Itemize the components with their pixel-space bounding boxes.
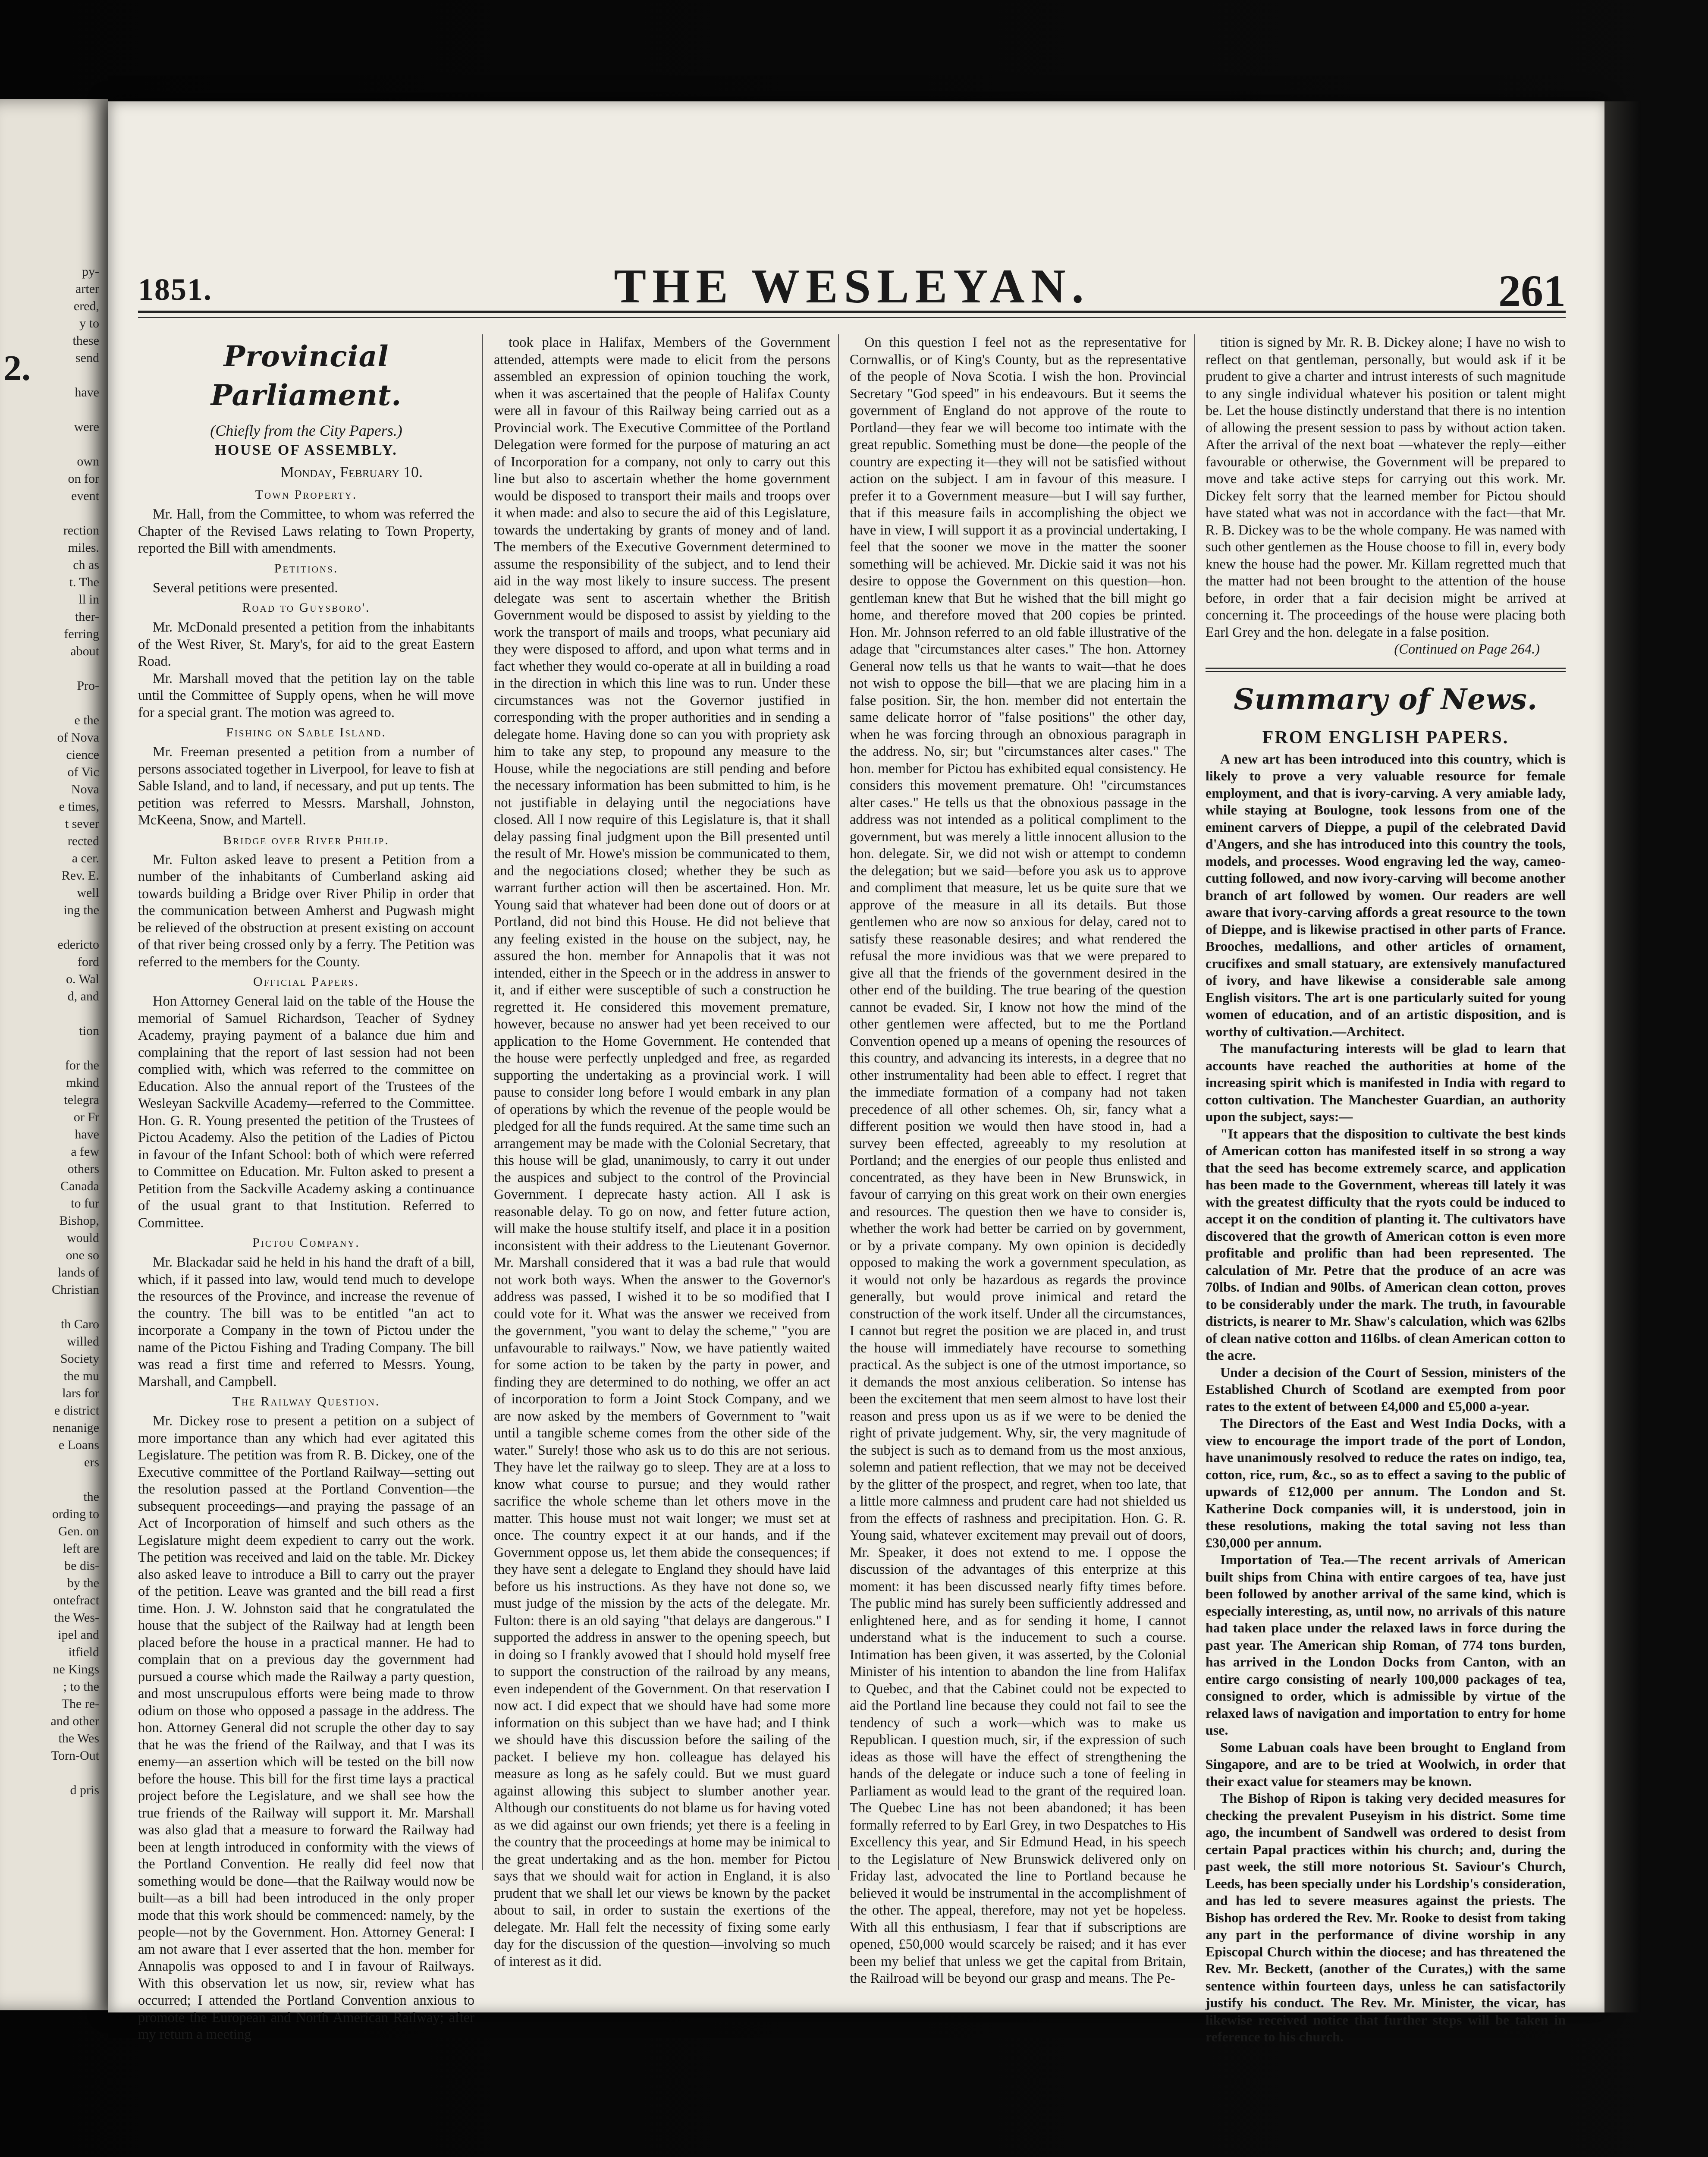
column-1-articles <box>138 484 474 2044</box>
previous-page-line: Nova <box>71 782 99 796</box>
previous-page-line: e times, <box>59 799 99 814</box>
article-paragraph: Mr. Hall, from the Committee, to whom was referred the Chapter of the Revised Laws relating to Town Property, reported the Bill with amendments. <box>138 506 474 556</box>
previous-page-line: one so <box>66 1248 99 1262</box>
previous-page-line: th Caro <box>60 1317 99 1331</box>
previous-page-line <box>13 1005 99 1022</box>
previous-page-line: ferring <box>64 627 99 641</box>
previous-page-line <box>13 436 99 453</box>
column-2 <box>494 334 830 1969</box>
previous-page-line: e district <box>54 1403 99 1418</box>
previous-page-line: o. Wal <box>66 972 99 986</box>
column-4-article <box>1206 334 1566 641</box>
previous-page-line: miles. <box>68 541 99 555</box>
previous-page-line: event <box>71 489 99 503</box>
previous-page-line: the Wes <box>58 1731 99 1745</box>
previous-page-line: of Vic <box>67 765 99 779</box>
previous-page-line: y to <box>79 316 99 330</box>
news-item: The Bishop of Ripon is taking very decided measures for checking the prevalent Puseyism in his district. Some time ago, the incumbent of Sandwell was ordered to desist from certain Papal practices within his church; and, during the past week, the still more notorious St. Saviour's Church, Leeds, has been specially under his Lordship's consideration, and has led to severe measures against the priests. The Bishop has ordered the Rev. Mr. Rooke to desist from taking any part in the performance of divine worship in any Episcopal Church within the diocese; and has threatened the Rev. Mr. Beckett, (another of the Curates,) with the same sentence within fourteen days, unless he can satisfactorily justify his conduct. The Rev. Mr. Minister, the vicar, has likewise received notice that further steps will be taken in reference to his church. <box>1206 1790 1566 2044</box>
previous-page-line: ers <box>84 1455 99 1469</box>
previous-page-line: nenanige <box>52 1421 99 1435</box>
masthead <box>138 255 1566 316</box>
masthead-rule <box>138 317 1566 318</box>
previous-page-line: ll in <box>78 592 99 607</box>
article-heading: Fishing on Sable Island. <box>226 725 386 739</box>
article-paragraph: Mr. Marshall moved that the petition lay on the table until the Committee of Supply opens, when he will move for a special grant. The motion was agreed to. <box>138 670 474 720</box>
subhead-english-papers: FROM ENGLISH PAPERS. <box>1262 727 1509 748</box>
previous-page-line: would <box>67 1231 99 1245</box>
previous-page-edge <box>0 99 108 2010</box>
previous-page-line: rection <box>63 523 99 538</box>
previous-page-line: were <box>74 420 99 434</box>
previous-page-line <box>13 919 99 936</box>
news-item: Importation of Tea.—The recent arrivals of American built ships from China with entire cargoes of tea, have just been followed by another arrival of the same kind, which is especially interesting, as, until now, no arrivals of this nature had taken place under the relaxed laws in force during the past year. The American ship Roman, of 774 tons burden, has arrived in the London Docks from Canton, with an entire cargo consisting of nearly 100,000 packages of tea, consigned to order, which is admissible by virtue of the relaxed laws of navigation and importation to entry for home use. <box>1206 1552 1566 1738</box>
article-heading: The Railway Question. <box>232 1394 380 1409</box>
previous-page-line: ontefract <box>53 1593 99 1607</box>
news-item: "It appears that the disposition to cultivate the best kinds of American cotton has manifested itself in so strong a way that the seed has become extremely scarce, and application has been made to the Government, whereas till lately it was with the greatest difficulty that the ryots could be induced to accept it on the condition of planting it. The cultivators have discovered that the growth of American cotton is even more profitable and prolific than had been represented. The calculation of Mr. Petre that the produce of an acre was 70lbs. of Indian and 90lbs. of American clean cotton, proves to be considerably under the mark. The truth, in favourable districts, is nearer to Mr. Shaw's calculation, which was 62lbs of clean native cotton and 116lbs. of clean American cotton to the acre. <box>1206 1126 1566 1363</box>
previous-page-line: ther- <box>75 610 99 624</box>
column-4 <box>1206 334 1566 2044</box>
article-paragraph: Mr. Freeman presented a petition from a number of persons associated together in Liverpool, for leave to fish at Sable Island, and to land, if necessary, and put up tents. The petition was referred to Messrs. Marshall, Johnston, McKeena, Snow, and Martell. <box>138 744 474 828</box>
article-heading: Pictou Company. <box>252 1236 360 1250</box>
previous-page-line: Society <box>60 1352 99 1366</box>
previous-page-line <box>13 660 99 677</box>
source-note: (Chiefly from the City Papers.) <box>210 422 402 439</box>
previous-page-line: have <box>75 1127 99 1141</box>
previous-page-line <box>13 695 99 712</box>
previous-page-line: send <box>75 351 99 365</box>
previous-page-line: ipel and <box>58 1628 99 1642</box>
continued-note: (Continued on Page 264.) <box>1394 641 1540 657</box>
article-paragraph: tition is signed by Mr. R. B. Dickey alone; I have no wish to reflect on that gentleman, personally, but would ask if it be prudent to give a charter and intrust interests of such magnitude to any single individual whatever his position or talent might be. Let the house distinctly understand that there is no intention of allowing the present session to pass by without action taken. After the arrival of the next boat —whatever the reply—either favourable or otherwise, the Government will be prepared to move and take active steps for carrying out this work. Mr. Dickey felt sorry that the learned member for Pictou should have stated what was not in accordance with the fact—that Mr. R. B. Dickey was to be the whole company. He was named with such other gentlemen as the House choose to fill in, every body knew the house had the power. Mr. Killam regretted much that the matter had not been brought to the attention of the house before, in order that a fair decision might be arrived at concerning it. The proceedings of the house were placing both Earl Grey and the hon. delegate in a false position. <box>1206 335 1566 640</box>
previous-page-line: ered, <box>73 299 99 313</box>
previous-page-line: ch as <box>73 558 99 572</box>
section-title-summary-of-news: Summary of News. <box>1234 682 1538 716</box>
previous-page-number: 2. <box>3 348 31 388</box>
previous-page-line <box>13 401 99 418</box>
previous-page-line <box>13 1299 99 1316</box>
previous-page-line: ne Kings <box>53 1662 99 1676</box>
previous-page-line: edericto <box>57 937 99 952</box>
previous-page-line: on for <box>68 472 99 486</box>
previous-page-line: to fur <box>71 1196 99 1211</box>
previous-page-line: Pro- <box>77 679 99 693</box>
previous-page-line: Gen. on <box>58 1524 99 1538</box>
previous-page-line: py- <box>82 264 99 279</box>
article-heading: Bridge over River Philip. <box>223 833 389 847</box>
previous-page-text <box>13 263 99 1799</box>
article-paragraph: took place in Halifax, Members of the Government attended, attempts were made to elicit from the persons assembled an expression of opinion touching the work, when it was ascertained that the people of Halifax County were all in favour of this Railway being carried out as a Provincial work. The Executive Committee of the Portland Delegation were formed for the purpose of maturing an act of Incorporation for a company, not only to carry out this line but also to ascertain whether the home government would be disposed to transport their mails and troops over it when made: and also to secure the aid of this Legislature, towards the undertaking by grants of money and of land. The members of the Executive Government determined to assume the responsibility of the subject, and to lend their aid in the way most likely to insure success. The present delegate was sent to ascertain whether the British Government would be disposed to assist by yielding to the work the transport of mails and troops, what pecuniary aid they were disposed to afford, and upon what terms and in fact whether they would co-operate at all in building a road in the direction in which this line was to run. Under these circumstances was not the Governor justified in corresponding with the proper authorities and in sending a delegate home. Having done so can you with propriety ask him to take any step, to propound any measure to the House, while the negociations are still pending and before the necessary information has been submitted to him, is he not justifiable in delaying until the negociations have closed. All I now require of this Legislature is, that it shall delay passing final judgment upon the Bill presented until the result of Mr. Howe's mission be communicated to them, and the negociations closed; whether they be such as warrant further action will then be ascertained. Hon. Mr. Young said that whatever had been done out of doors or at Portland, did not bind this House. He did not believe that any feeling existed in the house on the subject, nay, he assured the hon. member for Annapolis that it was not intended, either in the Speech or in the address in answer to it, and if either were susceptible of such a construction he regretted it. He considered this movement premature, however, because no answer had yet been received to our application to the Home Government. He contended that the house were perfectly unpledged and free, as regarded supporting the undertaking as a provincial work. I will pause to consider long before I would embark in any plan of operations by which the revenue of the people would be pledged for all the funds required. At the same time such an arrangement may be made with the Colonial Secretary, that this house will be glad, unanimously, to carry it out under the auspices and subject to the control of the Provincial Government. I deprecate hasty action. All I ask is reasonable delay. To go on now, and fetter future action, will make the house stultify itself, and place it in a position inconsistent with their address to the Lieutenant Governor. Mr. Marshall considered that it was a bad rule that would not work both ways. When the answer to the Governor's address was passed, I wished it to be so modified that I could vote for it. What was the answer we received from the government, "you want to delay the scheme," "you are unfavourable to railways." Now, we have patiently waited for some action to be taken by the party in power, and finding they are determined to do nothing, we offer an act of incorporation to form a Joint Stock Company, and we are now asked by the members of Government to "wait until a tangible scheme comes from the other side of the water." Surely! those who ask us to do this are not serious. They have let the railway go to sleep. They are at a loss to know what course to pursue; and they would rather sacrifice the whole scheme than let others move in the matter. This house must not wait longer; we must set at once. The country expect it at our hands, and if the Government oppose us, let them abide the consequences; if they have sent a delegate to England they should have laid before us his instructions. As they have not done so, we must judge of the mission by the acts of the delegate. Mr. Fulton: there is an old saying "that delays are dangerous." I supported the address in answer to the opening speech, but in doing so I frankly avowed that I should hold myself free to support the construction of the railroad by any means, even independent of the Government. On that reservation I now act. I did expect that we should have had some more information on this subject than we have had; and I think we should have this discussion before the sailing of the packet. I believe my hon. colleague has delayed his measure as long as he safely could. But we must guard against allowing this subject to slumber another year. Although our constituents do not blame us for having voted as we did against our own friends; yet there is a feeling in the country that the proceedings at home may be inimical to the great undertaking and as the hon. member for Pictou says that we should wait for action in England, it is also prudent that we shall let our views be known by the packet about to sail, in order to sustain the exertions of the delegate. Mr. Hall felt the necessity of fixing some early day for the discussion of the question—involving so much of interest as it did. <box>494 335 830 1969</box>
previous-page-line: a cer. <box>72 851 99 865</box>
previous-page-line: these <box>72 333 99 348</box>
article-paragraph: Mr. Blackadar said he held in his hand the draft of a bill, which, if it passed into law, would tend much to develope the resources of the Province, and increase the revenue of the country. The bill was to be entitled "an act to incorporate a Company in the town of Pictou under the name of the Pictou Fishing and Trading Company. The bill was read a first time and referred to Messrs. Young, Marshall, and Campbell. <box>138 1255 474 1390</box>
previous-page-line: left are <box>63 1541 99 1556</box>
previous-page-line: ording to <box>52 1507 99 1521</box>
previous-page-line: mkind <box>66 1075 99 1090</box>
previous-page-line: ford <box>78 955 99 969</box>
previous-page-line: ; to the <box>63 1679 99 1694</box>
news-items <box>1206 751 1566 2046</box>
masthead-year: 1851. <box>138 272 212 307</box>
article-heading: Town Property. <box>255 487 358 502</box>
previous-page-line: lars for <box>62 1386 99 1400</box>
house-heading: HOUSE OF ASSEMBLY. <box>215 442 398 458</box>
article-heading: Road to Guysboro'. <box>242 601 370 615</box>
section-rule <box>1206 667 1566 672</box>
masthead-page-number: 261 <box>1498 266 1566 316</box>
previous-page-line: d pris <box>70 1783 99 1797</box>
previous-page-line: have <box>75 385 99 399</box>
masthead-title: THE WESLEYAN. <box>614 260 1090 313</box>
column-1 <box>138 334 474 2042</box>
column-3 <box>850 334 1186 1986</box>
previous-page-line: telegra <box>64 1093 99 1107</box>
previous-page-line: the Wes- <box>54 1610 99 1625</box>
previous-page-line: Torn-Out <box>51 1748 99 1763</box>
previous-page-line: ing the <box>63 903 99 917</box>
previous-page-line: tion <box>79 1024 99 1038</box>
previous-page-line: cience <box>66 748 99 762</box>
article-paragraph: On this question I feel not as the representative for Cornwallis, or of King's County, but as the representative of the people of Nova Scotia. I wish the hon. Provincial Secretary "God speed" in his endeavours. But it seems the government of England do not approve of the route to Portland—they fear we will become too intimate with the great republic. Something must be done—the people of the country are expecting it—they will not be satisfied without action on the subject. I am in favour of this measure. I prefer it to a Government measure—but I will say further, that if this measure fails in accomplishing the object we have in view, I will support it as a provincial undertaking, I feel that the sooner we move in the matter the sooner something will be achieved. Mr. Dickie said it was not his desire to oppose the Government on this question—hon. gentleman knew that But he wished that the bill might go home, and therefore moved that 200 copies be printed. Hon. Mr. Johnson referred to an old fable illustrative of the adage that "circumstances alter cases." The hon. Attorney General now tells us that he wants to wait—that he does not wish to oppose the bill—that we are placing him in a false position. Sir, the hon. member did not entertain the same delicate horror of "false positions" the other day, when he was forcing through an obnoxious paragraph in the address. No, sir; but "circumstances alter cases." The hon. member for Pictou has exhibited equal consistency. He considers this movement premature. Oh! "circumstances alter cases." He tells us that the obnoxious passage in the address was not intended as a political compliment to the government, but was merely a little innocent allusion to the hon. delegate. Sir, we did not wish or attempt to condemn the delegation; but we said—before you ask us to approve and compliment that measure, let us be quite sure that we approve of the measure in all its details. But those gentlemen who are now so anxious for delay, cared not to satisfy these reasonable desires; and what rendered the refusal the more invidious was that we were prepared to give all that the friends of the government desired in the other end of the building. The true bearing of the question cannot be evaded. Sir, I know not how the mind of the other gentlemen were affected, but to me the Portland Convention opened up a means of opening the resources of this country, and advancing its interests, in a degree that no other instrumentality had been able to effect. I regret that the immediate formation of a company had not taken precedence of all other schemes. Oh, sir, fancy what a different position we would then have stood in, had a survey been effected, agreeably to my resolution at Portland; and the energies of our people thus enlisted and concentrated, as they have been in New Brunswick, in favour of carrying on this great work on their own energies and resources. The question then we have to consider is, whether the work had better be carried on by government, or by a private company. My own opinion is decidedly opposed to making the work a government speculation, as it would not only be hazardous as regards the province generally, but would prove inimical and retard the construction of the work itself. Under all the circumstances, I cannot but regret the position we are placed in, and trust the house will immediately have recourse to something practical. As the subject is one of the utmost importance, so it demands the most anxious celiberation. So intense has been the excitement that men seem almost to have lost their reason and press upon us as if we were to be denied the right of private judgement. Why, sir, the very magnitude of the subject is such as to demand from us the most anxious, solemn and patient reflection, that we may not be deceived by the glitter of the prospect, and regret, when too late, that a little more calmness and prudent care had not shielded us from the effects of rashness and precipitation. Hon. G. R. Young said, whatever excitement may prevail out of doors, Mr. Speaker, it does not extend to me. I oppose the discussion of the advantages of this enterprize at this moment: it has been discussed nearly fifty times before. The public mind has surely been sufficiently addressed and enlightened here, and as for sending it home, I cannot understand what is the inducement to such a course. Intimation has been given, it was asserted, by the Colonial Minister of his intention to abandon the line from Halifax to Quebec, and that the Cabinet could not be expected to aid the Portland line because they could not fail to see the tendency of such a work—which was to make us Republican. I question much, sir, if the expression of such ideas as those will have the effect of strengthening the hands of the delegate or induce such a tone of feeling in Parliament as would lead to the grant of the required loan. The Quebec Line has not been abandoned; it has been formally referred to by Earl Grey, in two Despatches to His Excellency this year, and Sir Edmund Head, in his speech to the Legislature of New Brunswick delivered only on Friday last, advocated the line to Portland because he believed it would be instrumental in the accomplishment of the other. The appeal, therefore, may not yet be hopeless. With all this enthusiasm, I fear that if subscriptions are opened, £50,000 would scarcely be raised; and it has ever been my belief that unless we get the capital from Britain, the Railroad will be beyond our grasp and means. The Pe- <box>850 335 1186 1986</box>
session-date: Monday, February 10. <box>280 463 423 481</box>
previous-page-line: t. The <box>69 575 99 589</box>
previous-page-line <box>13 1471 99 1488</box>
previous-page-line: itfield <box>68 1645 99 1659</box>
article-paragraph: Hon Attorney General laid on the table of the House the memorial of Samuel Richardson, Teacher of Sydney Academy, praying payment of a balance due him and complaining that the report of last session had not been complied with, which was referred to the committee on Education. Also the annual report of the Trustees of the Wesleyan Sackville Academy—referred to the Committee. Hon. G. R. Young presented the petition of the Trustees of Pictou Academy. Also the petition of the Ladies of Pictou in favour of the Infant School: both of which were referred to Committee on Education. Mr. Fulton asked to present a Petition from the Sackville Academy asking a continuance of the usual grant to that Institution. Referred to Committee. <box>138 994 474 1231</box>
previous-page-line: Bishop, <box>59 1214 99 1228</box>
column-divider <box>482 334 483 1870</box>
column-divider <box>838 334 839 1870</box>
news-item: A new art has been introduced into this country, which is likely to prove a very valuable resource for female employment, and that is ivory-carving. A very amiable lady, while staying at Boulogne, took lessons from one of the eminent carvers of Dieppe, a pupil of the celebrated David d'Angers, and she has introduced into this country the tools, models, and processes. Wood engraving led the way, cameo-cutting followed, and now ivory-carving will become another branch of art followed by women. Our readers are well aware that ivory-carving affords a great resource to the town of Dieppe, and is likewise practised in other parts of France. Brooches, medallions, and other articles of ornament, crucifixes and small statuary, are extensively manufactured of ivory, and have likewise a considerable sale among English visitors. The art is one particularly suited for young women of education, and of an artistic disposition, and is worthy of cultivation.—Architect. <box>1206 751 1566 1039</box>
article-paragraph: Mr. McDonald presented a petition from the inhabitants of the West River, St. Mary's, for aid to the great Eastern Road. <box>138 619 474 669</box>
news-item: Under a decision of the Court of Session, ministers of the Established Church of Scotland are exempted from poor rates to the extent of between £4,000 and £5,000 a-year. <box>1206 1364 1566 1414</box>
previous-page-line: Rev. E. <box>61 868 99 883</box>
previous-page-line: others <box>67 1162 99 1176</box>
previous-page-line: a few <box>71 1145 99 1159</box>
news-item: The Directors of the East and West India Docks, with a view to encourage the import trade of the port of London, have unanimously resolved to reduce the rates on indigo, tea, cotton, rice, rum, &c., so as to effect a saving to the public of upwards of £12,000 per annum. The London and St. Katherine Dock companies will, it is understood, join in these resolutions, making the total saving not less than £30,000 per annum. <box>1206 1415 1566 1550</box>
section-title-provincial-parliament: Provincial Parliament. <box>210 340 402 412</box>
previous-page-line: lands of <box>58 1265 99 1280</box>
previous-page-line: of Nova <box>57 730 99 745</box>
binding-shadow <box>1604 101 1641 2012</box>
previous-page-line: be dis- <box>64 1559 99 1573</box>
article-heading: Petitions. <box>274 561 339 575</box>
previous-page-line: e Loans <box>58 1438 99 1452</box>
article-paragraph: Mr. Dickey rose to present a petition on a subject of more importance than any which had ever agitated this Legislature. The petition was from R. B. Dickey, one of the Executive committee of the Portland Railway—setting out the resolution passed at the Portland Convention—the subsequent proceedings—and praying the passage of an Act of Incorporation of himself and such others as the Legislature might deem expedient to carry out the work. The petition was received and laid on the table. Mr. Dickey also asked leave to introduce a Bill to carry out the prayer of the petition. Leave was granted and the bill read a first time. Hon. J. W. Johnston said that he congratulated the house that the subject of the Railway had at length been placed before the house in a practical manner. He had to complain that on a previous day the government had pursued a course which made the Railway a party question, and most unscrupulous efforts were being made to throw odium on those who opposed a passage in the address. The hon. Attorney General did not scruple the other day to say that he was the friend of the Railway, and that I was its enemy—an assertion which will be tested on the bill now before the house. This bill for the first time lays a practical project before the Legislature, and we shall see how the true friends of the Railway will support it. Mr. Marshall was also glad that a measure to forward the Railway had been at length introduced in conformity with the views of the Portland Convention. He really did feel now that something would be done—that the Railway would now be built—as a bill had been introduced in the only proper mode that this work should be commenced: namely, by the people—not by the Government. Hon. Attorney General: I am not aware that I ever asserted that the hon. member for Annapolis was opposed to and I in favour of Railways. With this observation let us now, sir, review what has occurred; I attended the Portland Convention anxious to promote the European and North American Railway; after my return a meeting <box>138 1413 474 2042</box>
previous-page-line <box>13 505 99 522</box>
newspaper-page <box>108 101 1604 2044</box>
column-divider <box>1194 334 1195 1870</box>
previous-page-line: Canada <box>60 1179 99 1193</box>
previous-page-line: d, and <box>67 989 99 1003</box>
previous-page-line: the <box>83 1490 99 1504</box>
article-paragraph: Mr. Fulton asked leave to present a Petition from a number of the inhabitants of Cumberland asking aid towards building a Bridge over River Philip in order that the communication between Amherst and Pugwash might be relieved of the obstruction at present existing on account of that river being crossed only by a ferry. The Petition was referred to the members for the County. <box>138 852 474 970</box>
news-item: The manufacturing interests will be glad to learn that accounts have reached the authorities at home of the increasing spirit which is manifested in India with regard to cotton cultivation. The Manchester Guardian, an authority upon the subject, says:— <box>1206 1041 1566 1124</box>
previous-page-line <box>13 1764 99 1782</box>
previous-page-line: The re- <box>61 1697 99 1711</box>
previous-page-line: well <box>77 886 99 900</box>
news-item: Some Labuan coals have been brought to England from Singapore, and are to be tried at Woolwich, in order that their exact value for steamers may be known. <box>1206 1739 1566 1789</box>
previous-page-line: Christian <box>52 1283 99 1297</box>
previous-page-line: t sever <box>65 817 99 831</box>
previous-page-line: or Fr <box>73 1110 99 1124</box>
previous-page-line <box>13 367 99 384</box>
previous-page-line: willed <box>67 1334 99 1349</box>
previous-page-line: about <box>70 644 99 658</box>
previous-page-line: and other <box>50 1714 99 1728</box>
previous-page-line: for the <box>65 1058 99 1072</box>
previous-page-line: e the <box>74 713 99 727</box>
previous-page-line: rected <box>67 834 99 848</box>
previous-page-line: the mu <box>63 1369 99 1383</box>
previous-page-line: own <box>77 454 99 469</box>
previous-page-line: arter <box>75 282 99 296</box>
article-paragraph: Several petitions were presented. <box>153 580 338 596</box>
article-heading: Official Papers. <box>253 975 360 989</box>
previous-page-line <box>13 1040 99 1057</box>
previous-page-line: by the <box>67 1576 99 1590</box>
